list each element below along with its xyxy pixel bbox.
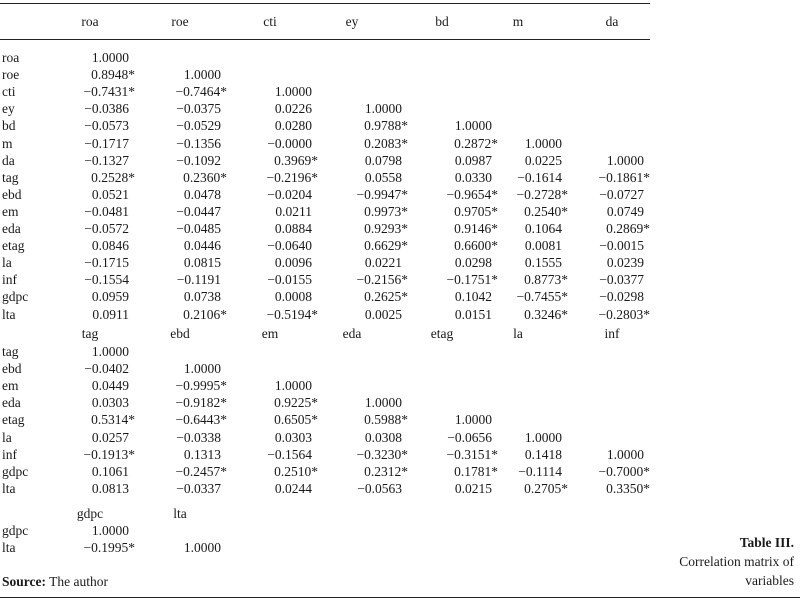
correlation-cell: 0.3969* [274, 152, 318, 168]
correlation-cell: 0.2540* [524, 203, 568, 219]
correlation-cell: 0.3350* [606, 480, 650, 496]
correlation-cell: 1.0000 [524, 135, 562, 151]
correlation-cell: 1.0000 [606, 446, 644, 462]
correlation-cell: −0.9182* [175, 395, 227, 411]
correlation-cell: 0.1418 [524, 446, 562, 462]
row-label: gdpc [2, 289, 29, 305]
correlation-cell: 0.3246* [524, 306, 568, 322]
correlation-cell: −0.0015 [599, 238, 644, 254]
correlation-cell: 0.1064 [524, 221, 562, 236]
correlation-cell: 0.0798 [364, 152, 402, 168]
row-label: lta [2, 306, 16, 322]
correlation-cell: 0.0225 [524, 152, 562, 168]
correlation-cell: −0.1564 [267, 446, 312, 462]
row-label: ebd [2, 186, 22, 202]
correlation-cell: 0.5314* [91, 412, 135, 428]
correlation-cell: −0.1092 [176, 152, 221, 168]
correlation-cell: −0.1715 [84, 255, 129, 271]
correlation-cell: 0.0813 [91, 480, 129, 496]
correlation-cell: 0.1781* [454, 463, 498, 479]
column-header: la [513, 326, 523, 341]
correlation-cell: −0.6443* [175, 412, 227, 428]
row-label: eda [2, 221, 21, 236]
correlation-cell: 0.0987 [454, 152, 492, 168]
correlation-cell: −0.1191 [176, 272, 221, 288]
correlation-cell: −0.9654* [446, 186, 498, 202]
column-header: roa [81, 14, 99, 29]
correlation-cell: −0.0529 [176, 118, 221, 134]
row-label: eda [2, 395, 21, 411]
column-header: bd [435, 14, 449, 29]
correlation-cell: 1.0000 [91, 523, 129, 538]
correlation-cell: −0.0155 [267, 272, 312, 288]
correlation-cell: 0.0025 [364, 306, 402, 322]
row-label: etag [2, 412, 25, 428]
correlation-cell: 0.2510* [274, 463, 318, 479]
row-label: gdpc [2, 523, 29, 538]
correlation-cell: −0.1356 [176, 135, 221, 151]
correlation-cell: 1.0000 [364, 395, 402, 411]
correlation-cell: −0.1913* [83, 446, 135, 462]
column-header: tag [81, 326, 99, 341]
correlation-cell: 1.0000 [454, 118, 492, 134]
correlation-cell: −0.2728* [516, 186, 568, 202]
correlation-cell: −0.0485 [176, 221, 221, 236]
correlation-cell: 0.0815 [183, 255, 221, 271]
correlation-cell: 0.0096 [274, 255, 312, 271]
correlation-cell: 0.0298 [454, 255, 492, 271]
source-note [2, 573, 108, 590]
row-label: m [2, 135, 13, 151]
correlation-cell: 0.1042 [454, 289, 492, 305]
correlation-cell: 0.0008 [274, 289, 312, 305]
correlation-cell: −0.1717 [84, 135, 129, 151]
correlation-cell: 0.9973* [364, 203, 408, 219]
correlation-cell: 0.0308 [364, 429, 402, 445]
correlation-cell: 0.0959 [91, 289, 129, 305]
correlation-cell: 0.2528* [91, 169, 135, 185]
correlation-cell: −0.0375 [176, 101, 221, 117]
row-label: ey [2, 101, 15, 117]
row-label: la [2, 255, 12, 271]
correlation-cell: −0.3151* [446, 446, 498, 462]
source-label: Source: [2, 574, 46, 589]
column-header: eda [342, 326, 362, 341]
correlation-cell: −0.0573 [84, 118, 129, 134]
column-header: etag [430, 326, 454, 341]
correlation-cell: 1.0000 [606, 152, 644, 168]
correlation-cell: 0.0239 [606, 255, 644, 271]
row-label: roa [2, 50, 20, 65]
correlation-cell: 0.0303 [91, 395, 129, 411]
correlation-cell: 0.6629* [364, 238, 408, 254]
row-label: inf [2, 272, 17, 288]
correlation-cell: 0.2869* [606, 221, 650, 236]
correlation-cell: 0.0211 [275, 203, 312, 219]
row-label: etag [2, 238, 25, 254]
correlation-cell: 0.2106* [183, 306, 227, 322]
row-label: la [2, 429, 12, 445]
correlation-cell: 0.2625* [364, 289, 408, 305]
correlation-cell: −0.1861* [598, 169, 650, 185]
bottom-rule [0, 597, 800, 598]
correlation-cell: −0.2457* [175, 463, 227, 479]
correlation-cell: 0.0244 [274, 480, 312, 496]
correlation-cell: 1.0000 [274, 84, 312, 100]
correlation-cell: 0.0884 [274, 221, 312, 236]
correlation-cell: −0.1114 [518, 463, 562, 479]
column-header: ebd [170, 326, 190, 341]
correlation-cell: 0.6505* [274, 412, 318, 428]
correlation-cell: 0.8773* [524, 272, 568, 288]
correlation-cell: 0.2705* [524, 480, 568, 496]
correlation-cell: 0.1555 [524, 255, 562, 271]
correlation-cell: 0.2083* [364, 135, 408, 151]
correlation-cell: −0.0481 [84, 203, 129, 219]
correlation-cell: −0.7464* [175, 84, 227, 100]
column-header: lta [173, 506, 187, 521]
correlation-cell: −0.0204 [267, 186, 312, 202]
column-header: m [512, 14, 524, 29]
correlation-cell: 0.0846 [91, 238, 129, 254]
correlation-cell: −0.0447 [176, 203, 221, 219]
correlation-cell: 1.0000 [274, 378, 312, 394]
correlation-cell: 0.2360* [183, 169, 227, 185]
correlation-cell: 1.0000 [183, 67, 221, 83]
correlation-cell: −0.3230* [356, 446, 408, 462]
correlation-cell: 0.0280 [274, 118, 312, 134]
column-header: da [605, 14, 619, 29]
correlation-cell: −0.0572 [84, 221, 129, 236]
correlation-cell: −0.1554 [84, 272, 129, 288]
correlation-cell: −0.1614 [517, 169, 562, 185]
correlation-cell: −0.9995* [175, 378, 227, 394]
correlation-cell: 1.0000 [91, 344, 129, 359]
correlation-cell: 0.0215 [454, 480, 492, 496]
correlation-cell: −0.0298 [599, 289, 644, 305]
correlation-cell: −0.1327 [84, 152, 129, 168]
column-header: roe [171, 14, 189, 29]
correlation-cell: 1.0000 [91, 50, 129, 65]
correlation-cell: 0.0749 [606, 203, 644, 219]
row-label: bd [2, 118, 16, 134]
row-label: inf [2, 446, 17, 462]
column-header: gdpc [76, 506, 104, 521]
correlation-cell: 0.9705* [454, 203, 498, 219]
correlation-cell: −0.1995* [83, 540, 135, 556]
correlation-cell: −0.0000 [267, 135, 312, 151]
caption-title: Table III. [739, 535, 794, 550]
top-rule [0, 3, 650, 4]
row-label: tag [2, 169, 19, 185]
correlation-cell: 0.6600* [454, 238, 498, 254]
row-label: em [2, 378, 19, 394]
correlation-cell: −0.5194* [266, 306, 318, 322]
correlation-cell: −0.0402 [84, 361, 129, 377]
correlation-cell: 0.0330 [454, 169, 492, 185]
correlation-cell: 0.9225* [274, 395, 318, 411]
correlation-cell: −0.7455* [516, 289, 568, 305]
correlation-cell: −0.0338 [176, 429, 221, 445]
correlation-cell: 0.0911 [92, 306, 129, 322]
correlation-cell: 0.0221 [364, 255, 402, 271]
correlation-cell: 0.0478 [183, 186, 221, 202]
correlation-cell: −0.0640 [267, 238, 312, 254]
correlation-cell: 1.0000 [183, 361, 221, 377]
correlation-cell: 1.0000 [454, 412, 492, 428]
column-header: ey [345, 14, 359, 29]
correlation-cell: 0.0446 [183, 238, 221, 254]
correlation-cell: −0.0563 [357, 480, 402, 496]
correlation-cell: 0.9788* [364, 118, 408, 134]
correlation-cell: 0.0738 [183, 289, 221, 305]
column-header: inf [604, 326, 620, 341]
correlation-cell: 0.2872* [454, 135, 498, 151]
row-label: lta [2, 540, 16, 556]
correlation-cell: 1.0000 [183, 540, 221, 556]
row-label: da [2, 152, 15, 168]
column-header: cti [263, 14, 277, 29]
correlation-cell: 0.5988* [364, 412, 408, 428]
row-label: roe [2, 67, 20, 83]
correlation-cell: 0.0081 [524, 238, 562, 254]
correlation-cell: 0.0257 [91, 429, 129, 445]
correlation-cell: −0.2196* [266, 169, 318, 185]
source-text: The author [46, 574, 108, 589]
correlation-cell: −0.2156* [356, 272, 408, 288]
correlation-cell: −0.7431* [83, 84, 135, 100]
correlation-cell: 0.1313 [183, 446, 221, 462]
correlation-cell: −0.1751* [446, 272, 498, 288]
correlation-cell: 0.0449 [91, 378, 129, 394]
row-label: ebd [2, 361, 22, 377]
correlation-cell: 0.0303 [274, 429, 312, 445]
correlation-cell: 0.8948* [91, 67, 135, 83]
correlation-cell: −0.0377 [599, 272, 644, 288]
correlation-cell: 0.0521 [91, 186, 129, 202]
row-label: gdpc [2, 463, 29, 479]
row-label: tag [2, 344, 19, 359]
correlation-cell: 0.0226 [274, 101, 312, 117]
caption-subtitle: Correlation matrix of variables [679, 554, 794, 588]
correlation-cell: 0.9293* [364, 221, 408, 236]
correlation-cell: −0.9947* [356, 186, 408, 202]
correlation-cell: −0.7000* [598, 463, 650, 479]
row-label: lta [2, 480, 16, 496]
correlation-cell: 1.0000 [364, 101, 402, 117]
column-header: em [261, 326, 279, 341]
correlation-cell: −0.0386 [84, 101, 129, 117]
correlation-cell: −0.0337 [176, 480, 221, 496]
row-label: em [2, 203, 19, 219]
correlation-cell: 0.2312* [364, 463, 408, 479]
correlation-cell: 0.1061 [91, 463, 129, 479]
correlation-cell: 0.9146* [454, 221, 498, 236]
table-caption [634, 533, 794, 590]
correlation-cell: 0.0151 [454, 306, 492, 322]
correlation-cell: −0.2803* [598, 306, 650, 322]
correlation-cell: −0.0727 [599, 186, 644, 202]
header-rule [0, 39, 650, 40]
correlation-cell: 0.0558 [364, 169, 402, 185]
correlation-cell: 1.0000 [524, 429, 562, 445]
correlation-cell: −0.0656 [447, 429, 492, 445]
row-label: cti [2, 84, 16, 100]
